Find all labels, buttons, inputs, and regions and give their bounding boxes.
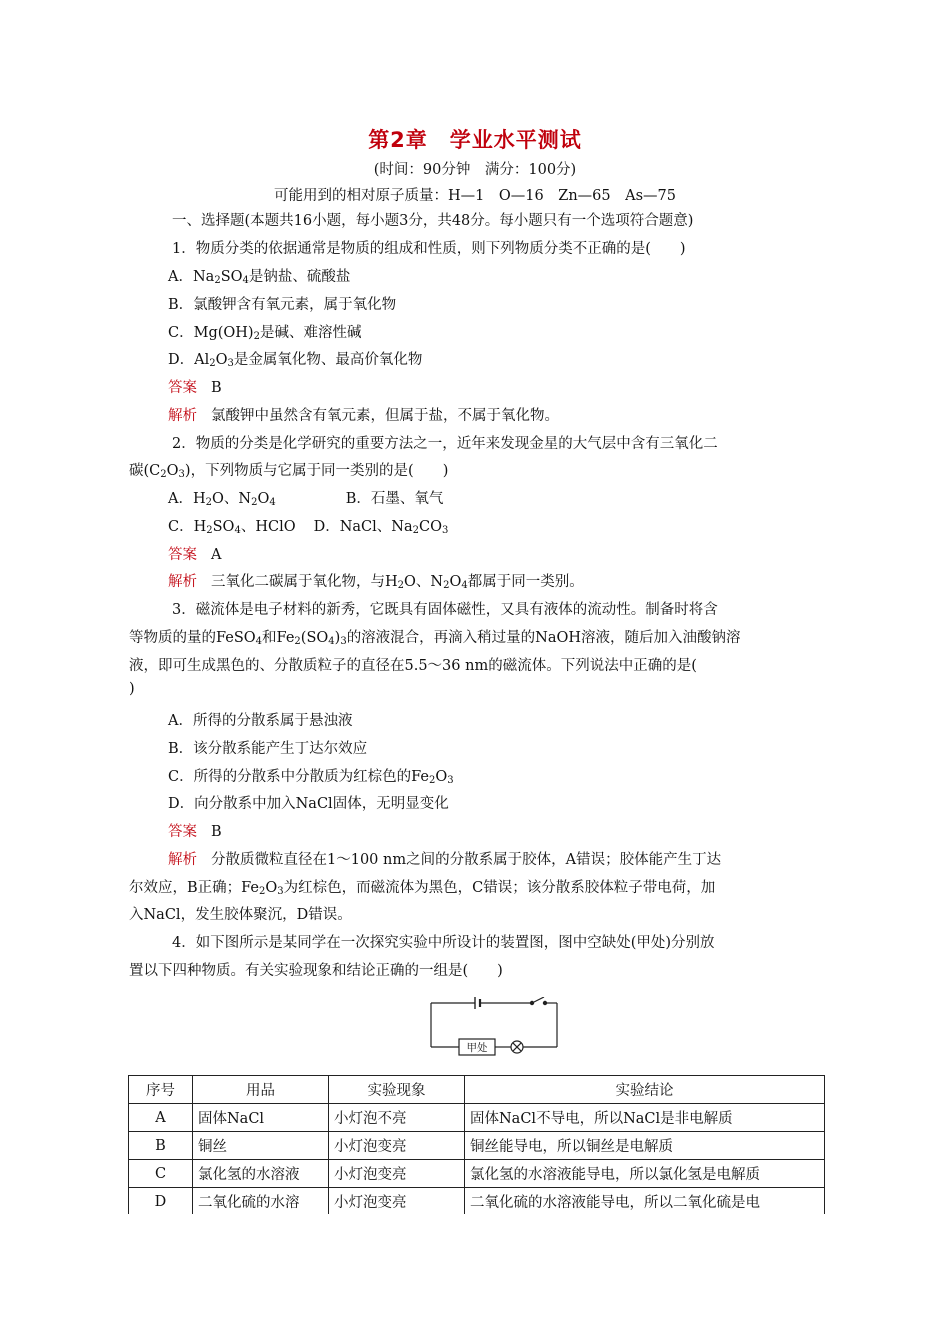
- q3-analysis-line2: 尔效应，B正确；$Fe_2O_3$为红棕色，而磁流体为黑色，C错误；该分散系胶体粒子带电荷，加: [129, 880, 716, 897]
- q1-option-a: A．$Na_2SO_4$是钠盐、硫酸盐: [168, 269, 351, 286]
- header-cell: 序号: [129, 1076, 193, 1104]
- table-cell: 小灯泡变亮: [329, 1160, 465, 1188]
- q2-option-c: C．$H_2SO_4$、HClO: [168, 519, 296, 536]
- page-cutoff: [0, 1214, 950, 1344]
- q3-option-a: A．所得的分散系属于悬浊液: [168, 713, 353, 729]
- slot-jia-label: 甲处: [466, 1042, 488, 1054]
- q3-stem-line4: ): [129, 681, 135, 697]
- header-cell: 实验现象: [329, 1076, 465, 1104]
- exam-time-line: (时间：90分钟 满分：100分): [373, 162, 577, 178]
- q2-option-d: D．NaCl、$Na_2CO_3$: [313, 519, 449, 536]
- table-cell: 小灯泡变亮: [329, 1188, 465, 1216]
- table-cell: 铜丝能导电，所以铜丝是电解质: [465, 1132, 825, 1160]
- table-cell: 二氧化硫的水溶液能导电，所以二氧化硫是电: [465, 1188, 825, 1216]
- atomic-mass-line: 可能用到的相对原子质量：H—1 O—16 Zn—65 As—75: [274, 188, 676, 204]
- table-cell: B: [129, 1132, 193, 1160]
- table-cell: A: [129, 1104, 193, 1132]
- circuit-diagram: [427, 997, 561, 1059]
- q2-option-a: A．$H_2O$、$N_2O_4$: [168, 491, 276, 508]
- header-cell: 用品: [193, 1076, 329, 1104]
- q3-answer: 答案 B: [168, 824, 222, 840]
- q3-analysis-line3: 入NaCl，发生胶体聚沉，D错误。: [129, 907, 352, 923]
- q1-analysis: 解析 氯酸钾中虽然含有氧元素，但属于盐，不属于氧化物。: [168, 408, 559, 424]
- table-row: [129, 1104, 825, 1132]
- q4-stem-line1: 4．如下图所示是某同学在一次探究实验中所设计的装置图，图中空缺处(甲处)分别放: [172, 935, 715, 951]
- q2-answer: 答案 A: [168, 547, 222, 563]
- table-row: [129, 1132, 825, 1160]
- q2-analysis: 解析 三氧化二碳属于氧化物，与$H_2O$、$N_2O_4$都属于同一类别。: [168, 574, 584, 591]
- q2-stem-line1: 2．物质的分类是化学研究的重要方法之一，近年来发现金星的大气层中含有三氧化二: [172, 436, 718, 452]
- table-cell: 小灯泡变亮: [329, 1132, 465, 1160]
- table-row: [129, 1160, 825, 1188]
- q4-stem-line2: 置以下四种物质。有关实验现象和结论正确的一组是( ): [129, 963, 503, 979]
- table-cell: 二氧化硫的水溶: [193, 1188, 329, 1216]
- q3-stem-line2: 等物质的量的FeSO$_4$和$Fe_2(SO_4)_3$的溶液混合，再滴入稍过量的NaOH溶液，随后加入油酸钠溶: [129, 630, 741, 647]
- section-heading: 一、选择题(本题共16小题，每小题3分，共48分。每小题只有一个选项符合题意): [172, 213, 694, 229]
- q1-stem: 1．物质分类的依据通常是物质的组成和性质，则下列物质分类不正确的是( ): [172, 241, 686, 257]
- q3-stem-line1: 3．磁流体是电子材料的新秀，它既具有固体磁性，又具有液体的流动性。制备时将含: [172, 602, 718, 618]
- table-cell: C: [129, 1160, 193, 1188]
- q3-option-d: D．向分散系中加入NaCl固体，无明显变化: [168, 796, 449, 812]
- table-cell: D: [129, 1188, 193, 1216]
- q3-option-c: C．所得的分散系中分散质为红棕色的$Fe_2O_3$: [168, 769, 454, 786]
- table-cell: 氯化氢的水溶液能导电，所以氯化氢是电解质: [465, 1160, 825, 1188]
- q2-options-ab: [168, 487, 443, 508]
- q3-stem-line3: 液，即可生成黑色的、分散质粒子的直径在5.5～36 nm的磁流体。下列说法中正确的是(: [129, 658, 697, 674]
- q2-option-b: B．石墨、氧气: [345, 491, 444, 507]
- table-cell: 小灯泡不亮: [329, 1104, 465, 1132]
- q1-option-b: B．氯酸钾含有氧元素，属于氧化物: [168, 297, 397, 313]
- q1-option-d: D．$Al_2O_3$是金属氧化物、最高价氧化物: [168, 352, 423, 369]
- table-row: [129, 1188, 825, 1216]
- q1-answer: 答案 B: [168, 380, 222, 396]
- table-cell: 铜丝: [193, 1132, 329, 1160]
- q2-options-cd: [168, 515, 448, 536]
- q2-stem-line2: 碳$(C_2O_3)$，下列物质与它属于同一类别的是( ): [129, 463, 449, 480]
- q1-option-c: C．$Mg(OH)_2$是碱、难溶性碱: [168, 325, 362, 342]
- q3-option-b: B．该分散系能产生丁达尔效应: [168, 741, 368, 757]
- experiment-table: [128, 1075, 825, 1216]
- table-cell: 固体NaCl: [193, 1104, 329, 1132]
- table-cell: 氯化氢的水溶液: [193, 1160, 329, 1188]
- page-title: 第2章 学业水平测试: [368, 128, 582, 152]
- table-header-row: [129, 1076, 825, 1104]
- table-cell: 固体NaCl不导电，所以NaCl是非电解质: [465, 1104, 825, 1132]
- q3-analysis-line1: 解析 分散质微粒直径在1～100 nm之间的分散系属于胶体，A错误；胶体能产生丁达: [168, 852, 722, 868]
- header-cell: 实验结论: [465, 1076, 825, 1104]
